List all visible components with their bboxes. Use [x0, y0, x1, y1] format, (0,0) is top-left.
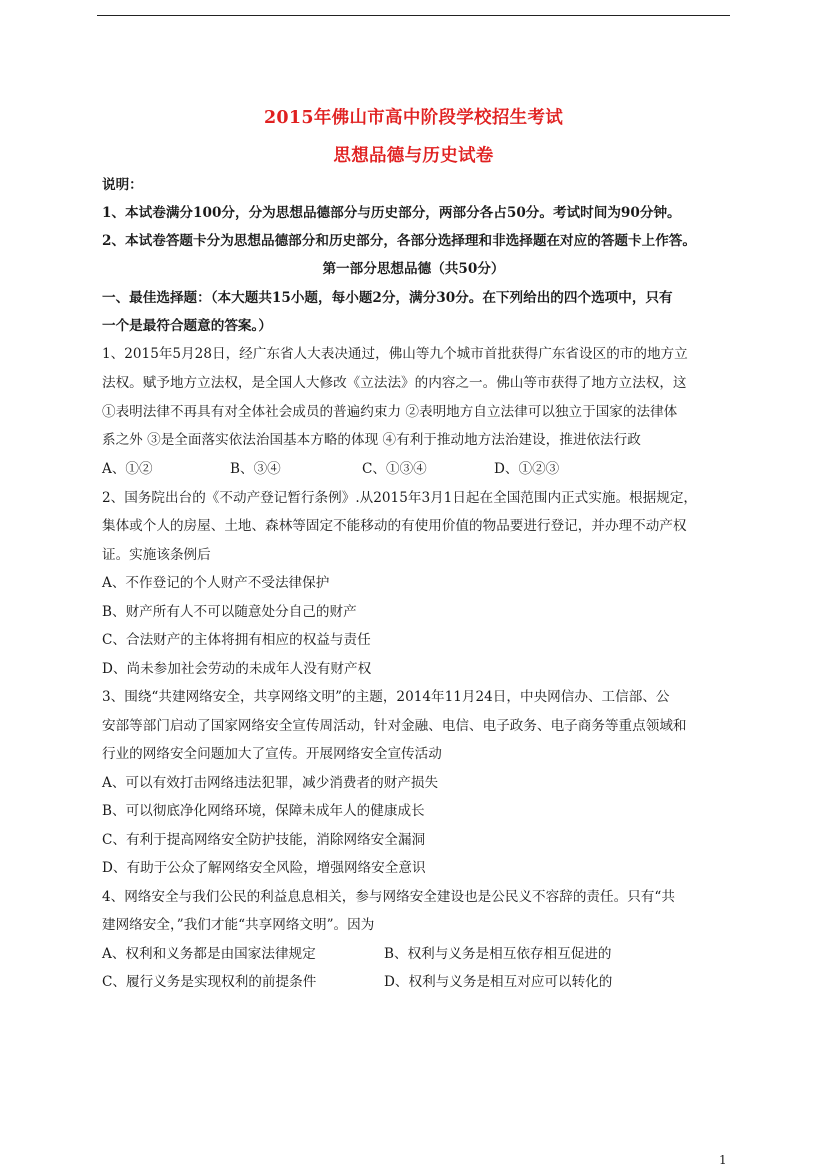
- question-1-line: ①表明法律不再具有对全体社会成员的普遍约束力 ②表明地方自立法律可以独立于国家的法律体: [102, 404, 678, 420]
- question-3-line: 3、围绕“共建网络安全，共享网络文明”的主题，2014年11月24日，中央网信办、工信部、公: [102, 689, 670, 705]
- question-1-line: 法权。赋予地方立法权，是全国人大修改《立法法》的内容之一。佛山等市获得了地方立法权，这: [102, 375, 687, 391]
- question-1-option-b: B、③④: [230, 461, 281, 477]
- part-one-title: 第一部分思想品德（共50分）: [322, 261, 505, 277]
- question-1-option-a: A、①②: [102, 461, 153, 477]
- question-4-option-a: A、权利和义务都是由国家法律规定: [102, 946, 316, 962]
- question-4-option-d: D、权利与义务是相互对应可以转化的: [384, 974, 613, 990]
- question-2-line: 2、国务院出台的《不动产登记暂行条例》.从2015年3月1日起在全国范围内正式实施。根据规定，: [102, 490, 698, 506]
- exam-subtitle: 思想品德与历史试卷: [333, 146, 494, 166]
- question-3-option-a: A、可以有效打击网络违法犯罪，减少消费者的财产损失: [102, 775, 439, 791]
- question-2-option-a: A、不作登记的个人财产不受法律保护: [102, 575, 330, 591]
- page-number: 1: [719, 1153, 727, 1167]
- question-2-option-d: D、尚未参加社会劳动的未成年人没有财产权: [102, 661, 372, 677]
- question-4-option-b: B、权利与义务是相互依存相互促进的: [384, 946, 612, 962]
- question-3-line: 安部等部门启动了国家网络安全宣传周活动，针对金融、电信、电子政务、电子商务等重点领域和: [102, 718, 687, 734]
- question-4-option-c: C、履行义务是实现权利的前提条件: [102, 974, 317, 990]
- exam-title: 2015年佛山市高中阶段学校招生考试: [263, 108, 564, 128]
- question-2-line: 证。实施该条例后: [102, 547, 211, 563]
- section-heading: 一个是最符合题意的答案。）: [102, 318, 272, 334]
- instructions-heading: 说明：: [102, 177, 143, 193]
- instruction-item: 1、本试卷满分100分，分为思想品德部分与历史部分，两部分各占50分。考试时间为90分钟。: [102, 205, 681, 221]
- question-4-line: 建网络安全，”我们才能“共享网络文明”。因为: [102, 917, 375, 933]
- question-1-line: 1、2015年5月28日，经广东省人大表决通过，佛山等九个城市首批获得广东省设区的市的地方立: [102, 346, 688, 362]
- question-1-option-d: D、①②③: [494, 461, 560, 477]
- header-rule: [97, 15, 730, 16]
- question-3-option-b: B、可以彻底净化网络环境，保障未成年人的健康成长: [102, 803, 425, 819]
- question-1-line: 系之外 ③是全面落实依法治国基本方略的体现 ④有利于推动地方法治建设，推进依法行政: [102, 432, 641, 448]
- question-2-line: 集体或个人的房屋、土地、森林等固定不能移动的有使用价值的物品要进行登记，并办理不动产权: [102, 518, 687, 534]
- question-3-option-c: C、有利于提高网络安全防护技能，消除网络安全漏洞: [102, 832, 426, 848]
- question-2-option-b: B、财产所有人不可以随意处分自己的财产: [102, 604, 357, 620]
- question-3-option-d: D、有助于公众了解网络安全风险，增强网络安全意识: [102, 860, 426, 876]
- instruction-item: 2、本试卷答题卡分为思想品德部分和历史部分，各部分选择理和非选择题在对应的答题卡上作答。: [102, 233, 696, 249]
- question-2-option-c: C、合法财产的主体将拥有相应的权益与责任: [102, 632, 371, 648]
- section-heading: 一、最佳选择题：（本大题共15小题，每小题2分，满分30分。在下列给出的四个选项中，只有: [102, 290, 673, 306]
- question-1-option-c: C、①③④: [362, 461, 427, 477]
- question-4-line: 4、网络安全与我们公民的利益息息相关，参与网络安全建设也是公民义不容辞的责任。只有“共: [102, 889, 675, 905]
- question-3-line: 行业的网络安全问题加大了宣传。开展网络安全宣传活动: [102, 746, 442, 762]
